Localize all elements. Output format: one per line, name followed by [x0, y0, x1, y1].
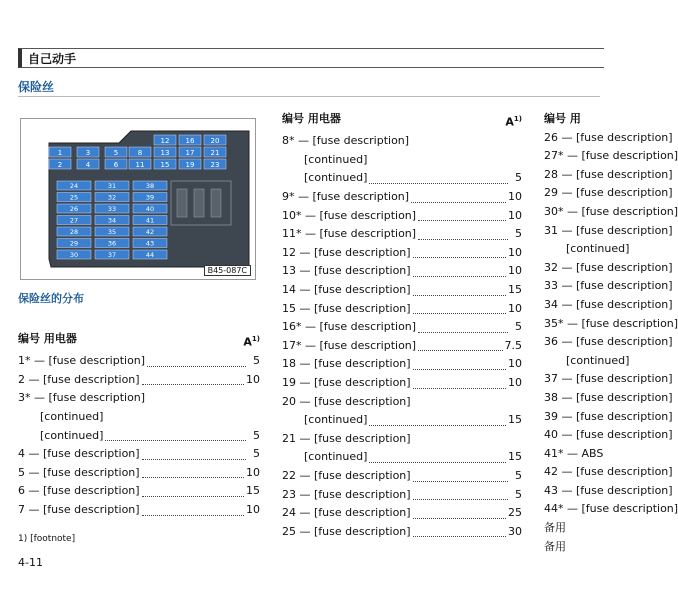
fuse-number: 36 — [107, 239, 117, 248]
fuse-row — [282, 300, 522, 319]
relay-slot — [211, 189, 221, 217]
fuse-number: 4 — [85, 161, 91, 169]
fuse-row — [544, 389, 673, 408]
column-header-left: 编号 用 — [544, 112, 581, 125]
fuse-row — [282, 151, 522, 170]
fuse-row — [18, 482, 260, 501]
column-header — [282, 110, 522, 132]
fuse-number: 27 — [69, 216, 79, 225]
leader-dots — [142, 514, 244, 516]
fuse-label: 24 — [fuse description] — [282, 506, 411, 520]
fuse-label: 41* — ABS — [544, 446, 604, 460]
fuse-row — [544, 370, 673, 389]
fuse-rating: 10 — [246, 503, 260, 516]
column-header-left: 编号 用电器 — [18, 332, 77, 345]
fuse-label: 37 — [fuse description] — [544, 372, 673, 386]
fuse-number: 32 — [107, 193, 117, 202]
leader-dots — [142, 458, 246, 460]
fuse-label: 20 — [fuse description] — [282, 394, 411, 408]
fuse-label: 36 — [fuse description] — [544, 335, 673, 349]
fuse-row — [544, 166, 673, 185]
fuse-number: 25 — [69, 193, 79, 202]
fuse-number: 31 — [107, 182, 117, 190]
fuse-label: 10* — [fuse description] — [282, 208, 417, 222]
fuse-label: [continued] — [566, 353, 630, 367]
fuse-label: 39 — [fuse description] — [544, 409, 673, 423]
fuse-row — [282, 523, 522, 542]
fuse-rating: 5 — [515, 227, 522, 241]
fuse-rating: 5 — [515, 320, 522, 334]
fuse-row — [544, 463, 673, 482]
fuse-label: 7 — [fuse description] — [18, 503, 140, 516]
leader-dots — [413, 498, 508, 500]
fuse-number: 1 — [57, 149, 63, 157]
fuse-rating: 5 — [253, 447, 260, 461]
fuse-rating: 5 — [253, 354, 260, 368]
leader-dots — [413, 480, 508, 482]
fuse-rating: 25 — [508, 506, 522, 520]
fuse-row — [18, 389, 260, 408]
fuse-label: 33 — [fuse description] — [544, 279, 673, 293]
fuse-number: 19 — [185, 161, 195, 169]
fuse-label: 25 — [fuse description] — [282, 524, 411, 538]
fuse-label: 34 — [fuse description] — [544, 297, 673, 311]
fuse-label: 15 — [fuse description] — [282, 301, 411, 315]
fuse-row — [282, 244, 522, 263]
fuse-row — [282, 169, 522, 188]
fuse-label: 32 — [fuse description] — [544, 260, 673, 274]
leader-dots — [413, 275, 506, 277]
fuse-row — [544, 129, 673, 148]
fuse-row — [544, 277, 673, 296]
fuse-label: 31 — [fuse description] — [544, 223, 673, 237]
fuse-row — [544, 184, 673, 203]
leader-dots — [418, 219, 506, 221]
fuse-row — [282, 448, 522, 467]
diagram-tag: B45-087C — [204, 265, 251, 276]
fuse-row — [544, 482, 673, 501]
fuse-row — [18, 371, 260, 390]
fuse-row — [544, 240, 630, 259]
fuse-rating: 15 — [508, 413, 522, 427]
fuse-rating: 10 — [246, 372, 260, 386]
column-header — [18, 330, 260, 352]
fuse-rating: 10 — [508, 190, 522, 204]
leader-dots — [147, 365, 246, 367]
leader-dots — [411, 201, 506, 203]
fuse-row — [544, 538, 600, 557]
fuse-row — [282, 393, 522, 412]
fuse-label: 27* — [fuse description] — [544, 149, 678, 163]
fuse-rating: 15 — [508, 283, 522, 296]
fuse-label: 14 — [fuse description] — [282, 283, 411, 296]
leader-dots — [369, 424, 506, 426]
fuse-row — [544, 147, 678, 166]
leader-dots — [105, 439, 246, 441]
fuse-row — [544, 315, 678, 334]
fuse-row — [282, 374, 522, 393]
fuse-box-diagram — [20, 118, 256, 280]
leader-dots — [413, 312, 506, 314]
fuse-row — [282, 467, 522, 486]
fuse-label: 备用 — [544, 521, 566, 535]
fuse-number: 17 — [185, 149, 195, 157]
fuse-rating: 15 — [246, 484, 260, 498]
fuse-number: 38 — [145, 182, 155, 190]
fuse-label: [continued] — [40, 410, 104, 424]
fuse-number: 37 — [107, 251, 117, 259]
chapter-title: 自己动手 — [28, 52, 77, 66]
fuse-number: 30 — [69, 251, 79, 259]
fuse-label: 4 — [fuse description] — [18, 447, 140, 461]
fuse-label: 3* — [fuse description] — [18, 391, 146, 405]
fuse-number: 42 — [145, 228, 155, 236]
fuse-rating: 10 — [246, 465, 260, 479]
fuse-number: 23 — [210, 161, 220, 169]
page-number: 4-11 — [18, 556, 43, 569]
fuse-label: 29 — [fuse description] — [544, 186, 673, 200]
leader-dots — [413, 294, 506, 296]
fuse-row — [282, 262, 522, 281]
fuse-row — [544, 426, 673, 445]
leader-dots — [142, 495, 244, 497]
leader-dots — [413, 256, 506, 258]
column-header-right: $A^{1)}$ — [243, 335, 260, 349]
fuse-number: 11 — [135, 161, 145, 169]
fuse-label: 2 — [fuse description] — [18, 372, 140, 386]
fuse-number: 26 — [69, 205, 79, 213]
fuse-row — [544, 352, 630, 371]
fuse-number: 5 — [113, 149, 119, 157]
fuse-label: 1* — [fuse description] — [18, 354, 146, 368]
fuse-row — [282, 337, 522, 356]
fuse-label: 26 — [fuse description] — [544, 130, 673, 144]
fuse-number: 44 — [145, 251, 155, 259]
fuse-list-column-3 — [544, 110, 678, 556]
fuse-label: 11* — [fuse description] — [282, 227, 417, 241]
fuse-row — [544, 408, 673, 427]
fuse-label: 40 — [fuse description] — [544, 428, 673, 442]
fuse-number: 43 — [145, 239, 155, 248]
fuse-label: 19 — [fuse description] — [282, 375, 411, 389]
fuse-rating: 5 — [515, 487, 522, 501]
fuse-label: 38 — [fuse description] — [544, 390, 673, 404]
fuse-label: 42 — [fuse description] — [544, 465, 673, 479]
fuse-row — [18, 445, 260, 464]
fuse-rating: 5 — [515, 468, 522, 482]
leader-dots — [413, 387, 506, 389]
fuse-row — [544, 333, 673, 352]
diagram-caption: 保险丝的分布 — [18, 292, 84, 305]
fuse-number: 41 — [145, 216, 155, 225]
chapter-header — [18, 48, 604, 68]
fuse-row — [282, 132, 522, 151]
fuse-rating: 5 — [515, 171, 522, 185]
fuse-rating: 10 — [508, 245, 522, 259]
fuse-row — [282, 430, 522, 449]
fuse-row — [282, 281, 522, 300]
fuse-row — [18, 352, 260, 371]
fuse-number: 15 — [160, 161, 170, 169]
fuse-label: 44* — [fuse description] — [544, 502, 678, 516]
fuse-row — [282, 225, 522, 244]
fuse-row — [544, 222, 673, 241]
fuse-label: 13 — [fuse description] — [282, 264, 411, 278]
fuse-row — [282, 188, 522, 207]
leader-dots — [413, 517, 506, 519]
fuse-label: 21 — [fuse description] — [282, 431, 411, 445]
section-divider — [18, 96, 600, 97]
fuse-number: 8 — [137, 149, 143, 157]
fuse-list-column-1 — [18, 330, 260, 520]
column-header-right: $A^{1)}$ — [505, 115, 522, 129]
fuse-label: 23 — [fuse description] — [282, 487, 411, 501]
fuse-label: 5 — [fuse description] — [18, 465, 140, 479]
fuse-row — [544, 296, 673, 315]
fuse-label: 12 — [fuse description] — [282, 245, 411, 259]
fuse-rating: 10 — [508, 375, 522, 389]
fuse-row — [282, 504, 522, 523]
footnote: 1) [footnote] — [18, 534, 76, 544]
fuse-label: 22 — [fuse description] — [282, 468, 411, 482]
fuse-row — [282, 355, 522, 374]
fuse-label: [continued] — [304, 152, 368, 166]
fuse-row — [282, 486, 522, 505]
fuse-number: 13 — [160, 149, 170, 157]
fuse-label: 28 — [fuse description] — [544, 167, 673, 181]
fuse-row — [282, 207, 522, 226]
fuse-label: 43 — [fuse description] — [544, 483, 673, 497]
fuse-row — [544, 519, 600, 538]
fuse-number: 16 — [185, 137, 195, 145]
fuse-number: 28 — [69, 228, 79, 236]
fuse-number: 34 — [107, 216, 117, 225]
fuse-label: 8* — [fuse description] — [282, 134, 410, 148]
fuse-number: 24 — [69, 182, 79, 190]
fuse-row — [282, 411, 522, 430]
fuse-row — [544, 445, 604, 464]
fuse-number: 6 — [113, 161, 119, 169]
fuse-rating: 15 — [508, 450, 522, 464]
fuse-row — [18, 464, 260, 483]
fuse-rating: 10 — [508, 208, 522, 222]
fuse-rating: 10 — [508, 301, 522, 315]
fuse-row — [544, 259, 673, 278]
fuse-number: 21 — [210, 149, 220, 157]
fuse-row — [18, 427, 260, 446]
leader-dots — [369, 182, 508, 184]
fuse-number: 35 — [107, 228, 117, 236]
fuse-row — [282, 318, 522, 337]
fuse-number: 2 — [57, 161, 63, 169]
fuse-rating: 10 — [508, 357, 522, 371]
fuse-label: 16* — [fuse description] — [282, 320, 417, 334]
fuse-label: 18 — [fuse description] — [282, 357, 411, 371]
column-header-left: 编号 用电器 — [282, 112, 341, 125]
fuse-number: 39 — [145, 193, 155, 202]
fuse-row — [18, 501, 260, 520]
fuse-rating: 10 — [508, 264, 522, 278]
fuse-number: 3 — [85, 149, 91, 157]
fuse-label: [continued] — [40, 428, 104, 442]
fuse-row — [18, 408, 260, 427]
fuse-rating: 7.5 — [504, 338, 522, 352]
fuse-label: 35* — [fuse description] — [544, 316, 678, 330]
leader-dots — [413, 368, 506, 370]
fuse-list-column-2 — [282, 110, 522, 541]
fuse-row — [544, 500, 678, 519]
column-header — [544, 110, 600, 129]
relay-slot — [194, 189, 204, 217]
fuse-label: [continued] — [304, 450, 368, 464]
leader-dots — [418, 349, 502, 351]
fuse-label: [continued] — [566, 242, 630, 256]
fuse-number: 20 — [210, 137, 220, 145]
fuse-label: [continued] — [304, 413, 368, 427]
relay-slot — [177, 189, 187, 217]
leader-dots — [413, 535, 506, 537]
leader-dots — [142, 476, 244, 478]
leader-dots — [369, 461, 506, 463]
fuse-number: 29 — [69, 239, 79, 248]
fuse-rating: 5 — [253, 428, 260, 442]
fuse-label: [continued] — [304, 171, 368, 185]
fuse-row — [544, 203, 678, 222]
fuse-label: 9* — [fuse description] — [282, 190, 410, 204]
fuse-box-drawing — [21, 119, 255, 279]
fuse-label: 17* — [fuse description] — [282, 338, 417, 352]
fuse-rating: 30 — [508, 524, 522, 538]
leader-dots — [418, 331, 508, 333]
fuse-label: 备用 — [544, 539, 566, 553]
fuse-number: 33 — [107, 205, 117, 213]
fuse-label: 30* — [fuse description] — [544, 204, 678, 218]
section-title: 保险丝 — [18, 80, 55, 94]
fuse-number: 40 — [145, 205, 155, 213]
leader-dots — [418, 238, 508, 240]
leader-dots — [142, 383, 244, 385]
fuse-number: 12 — [160, 137, 170, 145]
fuse-label: 6 — [fuse description] — [18, 484, 140, 498]
